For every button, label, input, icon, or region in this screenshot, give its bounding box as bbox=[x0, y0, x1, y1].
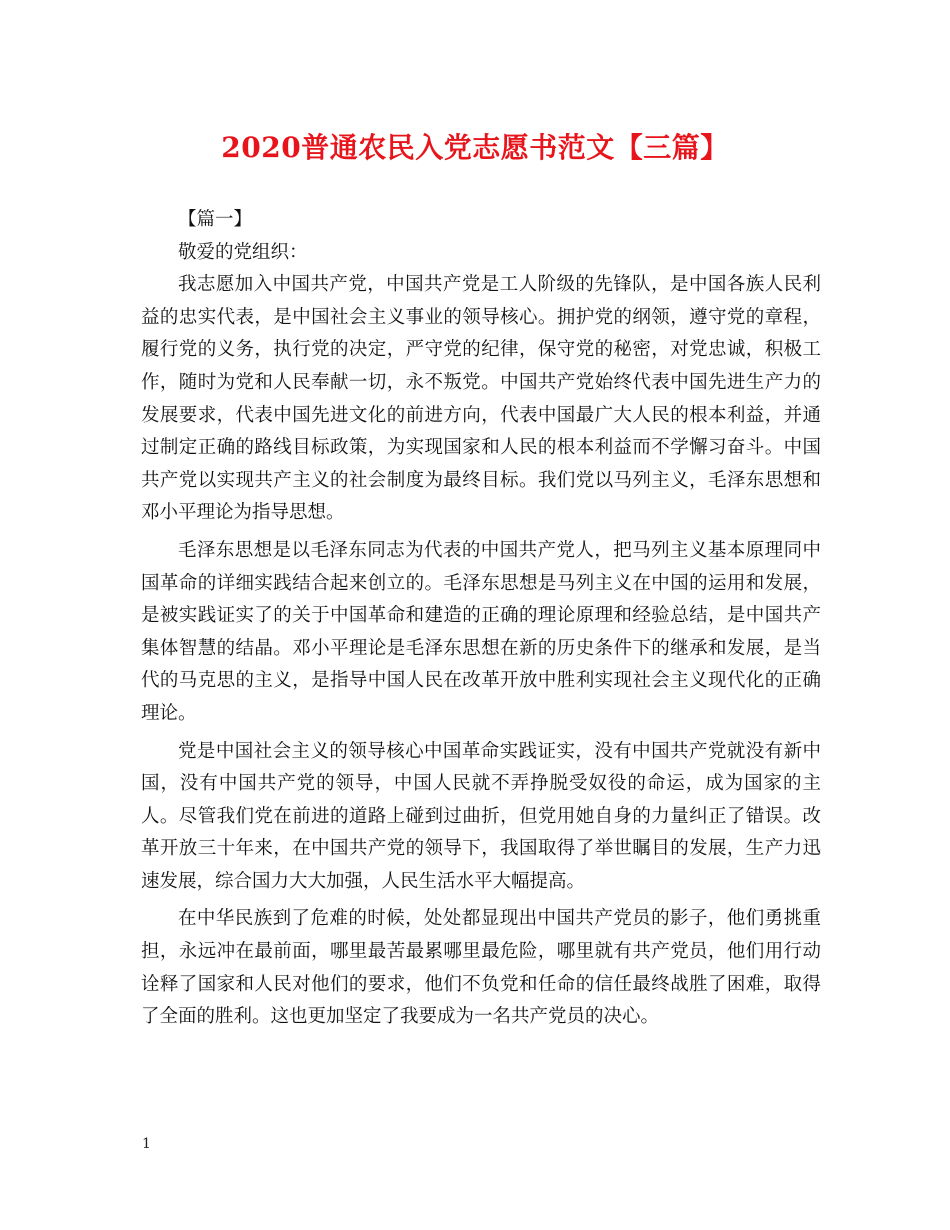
page-number: 1 bbox=[142, 1136, 151, 1152]
paragraph-1: 我志愿加入中国共产党，中国共产党是工人阶级的先锋队，是中国各族人民利益的忠实代表，是中国社会主义事业的领导核心。拥护党的纲领，遵守党的章程，履行党的义务，执行党的决定，严守党的纪律，保守党的秘密，对党忠诚，积极工作，随时为党和人民奉献一切，永不叛党。中国共产党始终代表中国先进生产力的发展要求，代表中国先进文化的前进方向，代表中国最广大人民的根本利益，并通过制定正确的路线目标政策，为实现国家和人民的根本利益而不学懈习奋斗。中国共产党以实现共产主义的社会制度为最终目标。我们党以马列主义，毛泽东思想和邓小平理论为指导思想。 bbox=[141, 274, 821, 524]
document-body bbox=[141, 204, 821, 1034]
paragraph-3: 党是中国社会主义的领导核心中国革命实践证实，没有中国共产党就没有新中国，没有中国共产党的领导，中国人民就不弄挣脱受奴役的命运，成为国家的主人。尽管我们党在前进的道路上碰到过曲折，但党用她自身的力量纠正了错误。改革开放三十年来，在中国共产党的领导下，我国取得了举世瞩目的发展，生产力迅速发展，综合国力大大加强，人民生活水平大幅提高。 bbox=[141, 740, 821, 892]
salutation: 敬爱的党组织： bbox=[178, 241, 308, 263]
document-title: 2020普通农民入党志愿书范文【三篇】 bbox=[221, 131, 729, 164]
section-heading: 【篇一】 bbox=[178, 209, 253, 230]
paragraph-2: 毛泽东思想是以毛泽东同志为代表的中国共产党人，把马列主义基本原理同中国革命的详细实践结合起来创立的。毛泽东思想是马列主义在中国的运用和发展，是被实践证实了的关于中国革命和建造的正确的理论原理和经验总结，是中国共产集体智慧的结晶。邓小平理论是毛泽东思想在新的历史条件下的继承和发展，是当代的马克思的主义，是指导中国人民在改革开放中胜利实现社会主义现代化的正确理论。 bbox=[141, 539, 821, 724]
paragraph-4: 在中华民族到了危难的时候，处处都显现出中国共产党员的影子，他们勇挑重担，永远冲在最前面，哪里最苦最累哪里最危险，哪里就有共产党员，他们用行动诠释了国家和人民对他们的要求，他们不负党和任命的信任最终战胜了困难，取得了全面的胜利。这也更加坚定了我要成为一名共产党员的决心。 bbox=[141, 908, 821, 1028]
